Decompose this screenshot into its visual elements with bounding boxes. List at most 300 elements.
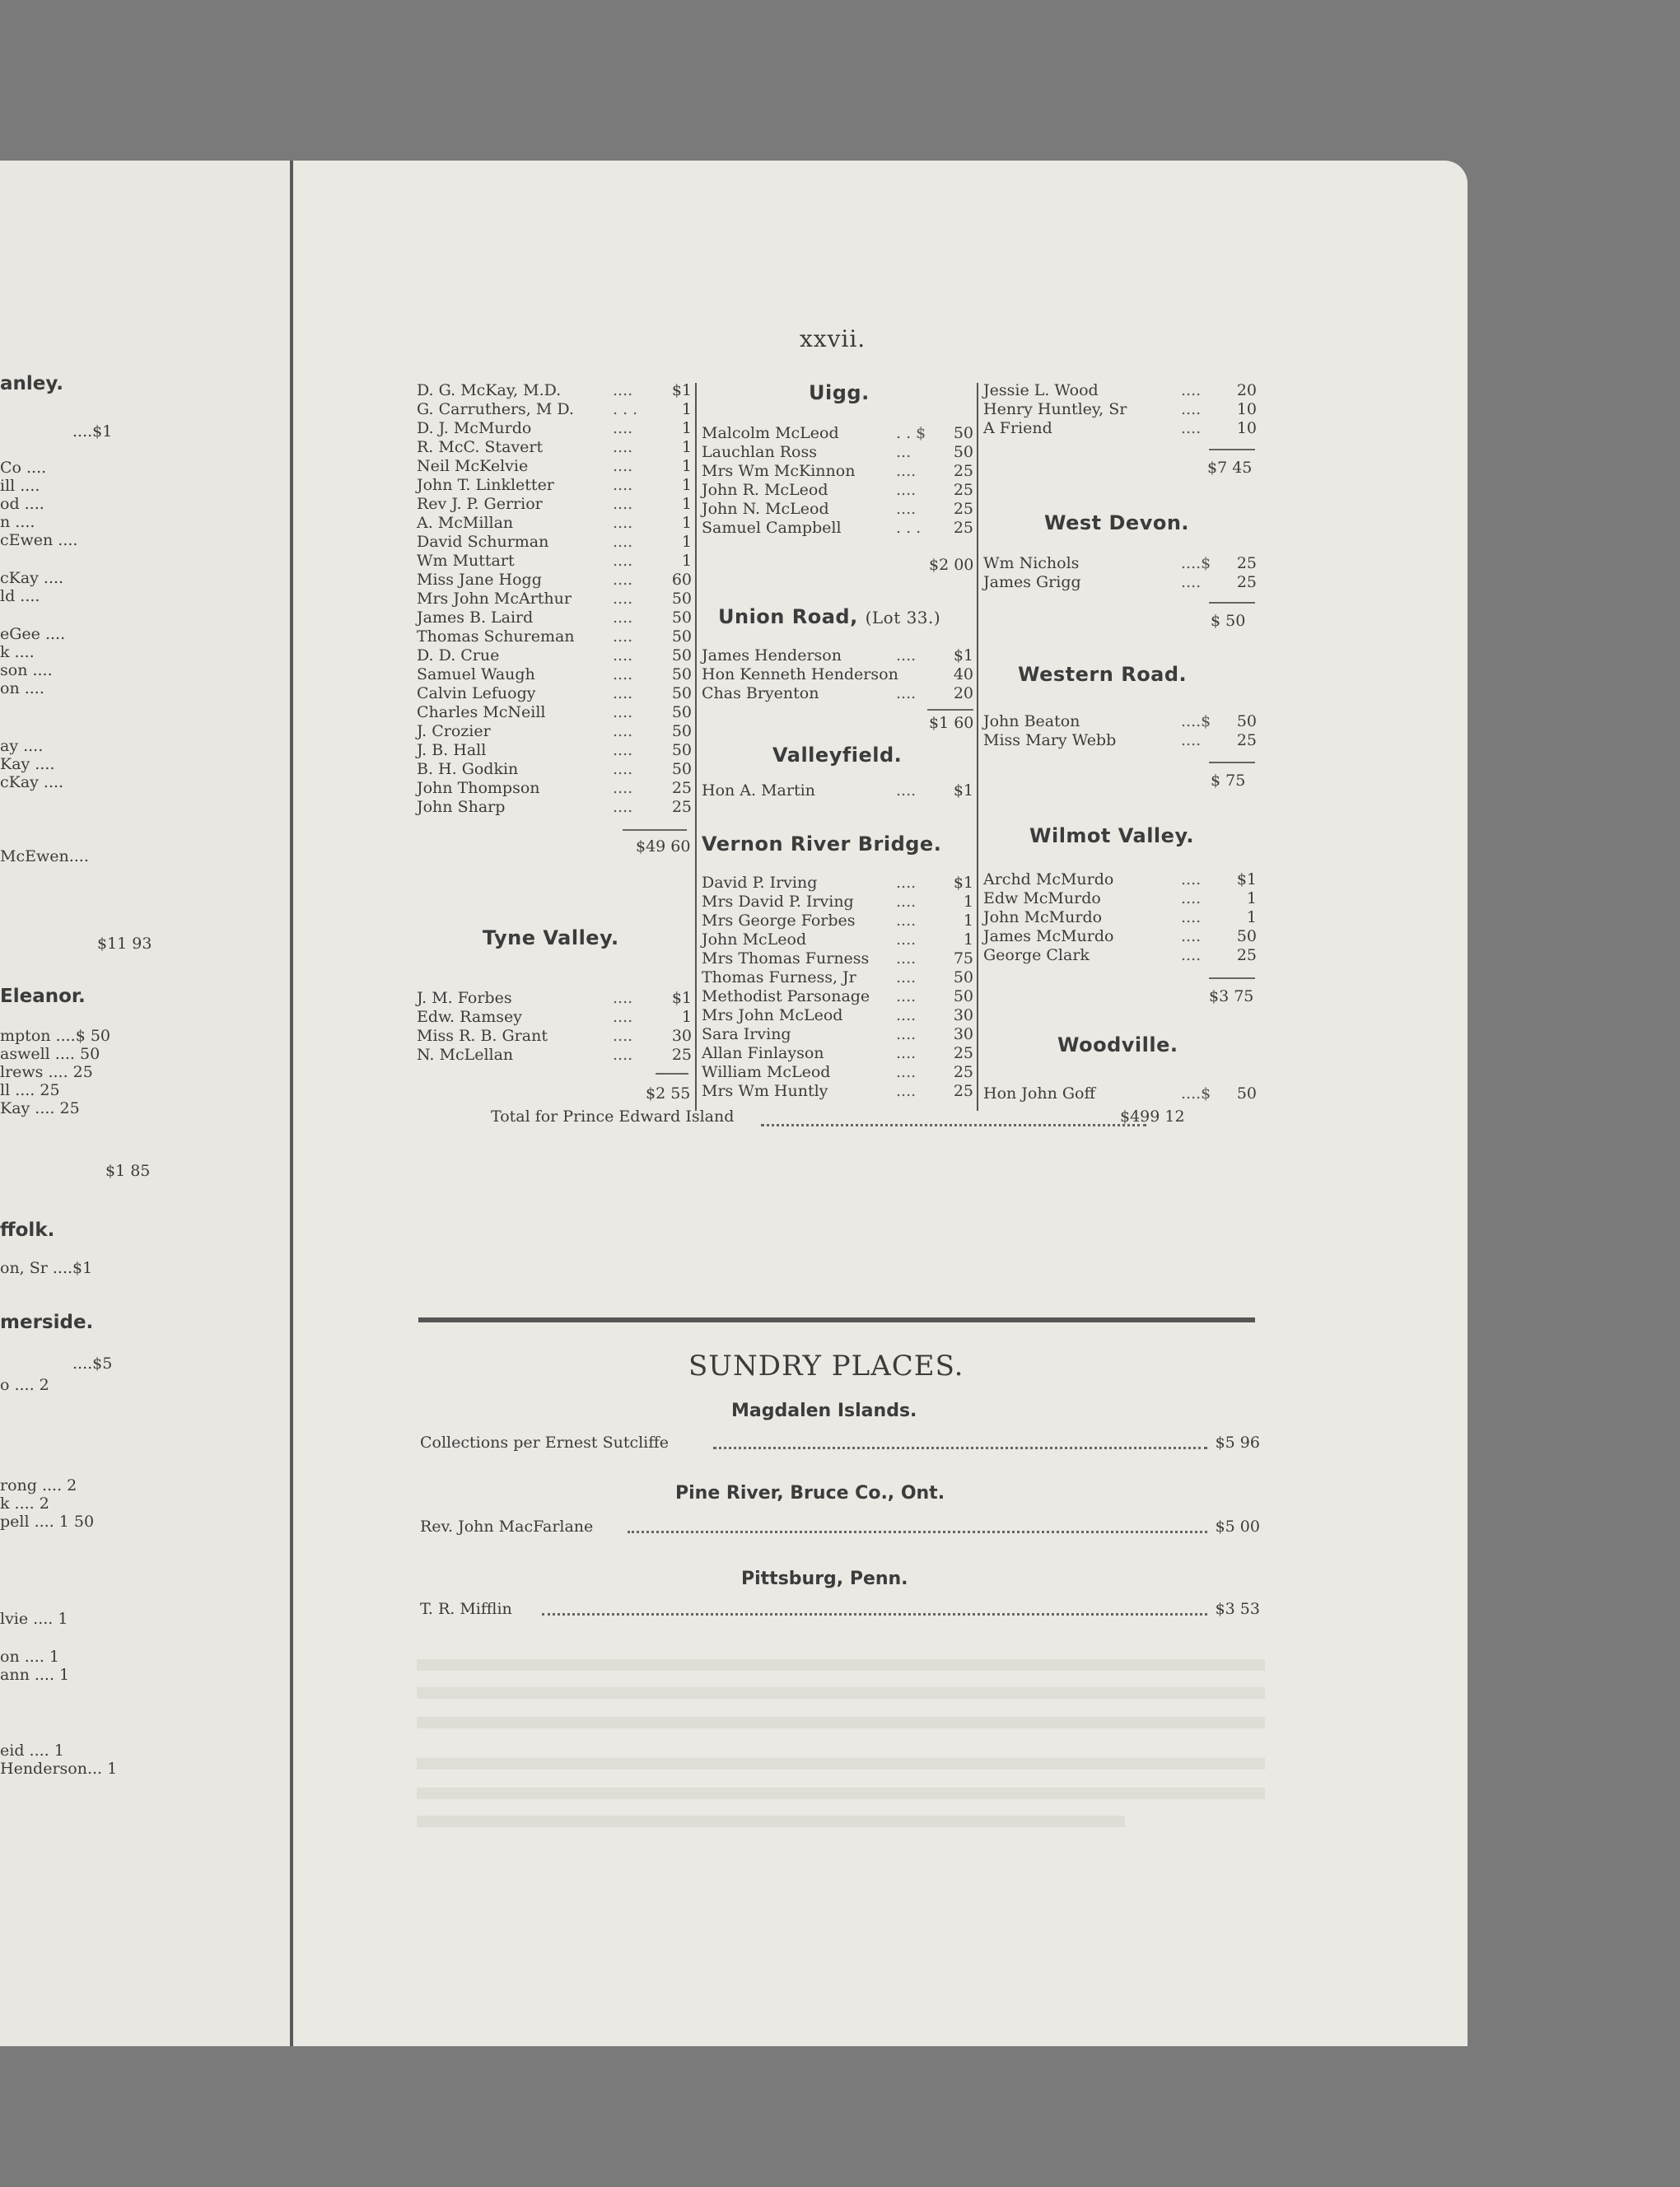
entry-dots: .... (1181, 419, 1202, 437)
left-line: n .... (0, 513, 35, 531)
left-line: mpton ....$ 50 (0, 1027, 110, 1045)
entry-name: Thomas Schureman (417, 627, 575, 646)
entry-name: B. H. Godkin (417, 760, 519, 778)
entry-name: A. McMillan (417, 514, 514, 532)
tyne-valley-total: $2 55 (646, 1084, 691, 1103)
entry-name: James Grigg (983, 573, 1081, 591)
entry-name: Hon A. Martin (702, 781, 815, 800)
entry-dots: .... (1181, 889, 1202, 907)
entry-amount: 25 (671, 779, 692, 797)
entry-amount: 75 (953, 949, 973, 968)
total-rule (656, 1073, 688, 1075)
sundry-heading: Magdalen Islands. (731, 1401, 917, 1421)
list-item (702, 646, 973, 665)
entry-amount: 50 (671, 760, 692, 778)
entry-amount: 25 (953, 1082, 973, 1100)
left-head-4: merside. (0, 1312, 94, 1333)
left-line: ann .... 1 (0, 1666, 70, 1684)
list-item (702, 462, 973, 481)
entry-dots: .... (613, 703, 633, 721)
entry-dots: .... (613, 495, 633, 513)
entry-dots: .... (896, 968, 917, 986)
left-line: Co .... (0, 459, 47, 477)
sundry-entry-amount: $5 96 (1215, 1434, 1260, 1452)
entry-dots: . . $ (896, 424, 926, 442)
left-line: ....$5 (72, 1355, 113, 1373)
entry-name: Allan Finlayson (702, 1044, 824, 1062)
entry-amount: 25 (671, 798, 692, 816)
entry-name: Henry Huntley, Sr (983, 400, 1127, 418)
entry-name: John N. McLeod (702, 500, 829, 518)
entry-amount: 1 (681, 438, 692, 456)
left-line: cKay .... (0, 569, 64, 587)
entry-dots: .... (1181, 573, 1202, 591)
left-head-2: Eleanor. (0, 986, 86, 1007)
entry-name: N. McLellan (417, 1046, 514, 1064)
entry-name: J. B. Hall (417, 741, 487, 759)
entry-dots: .... (613, 533, 633, 551)
entry-dots: .... (613, 609, 633, 627)
entry-amount: 30 (671, 1027, 692, 1045)
sundry-entry-amount: $5 00 (1215, 1518, 1260, 1536)
entry-dots: .... (896, 646, 917, 664)
entry-amount: 25 (1236, 731, 1257, 749)
entry-amount: 1 (681, 533, 692, 551)
list-item (417, 684, 692, 703)
left-line: Kay .... 25 (0, 1099, 80, 1117)
column-a (417, 381, 692, 817)
left-line: Kay .... (0, 755, 55, 773)
col-c-top-total: $7 45 (1207, 459, 1253, 477)
entry-amount: 25 (953, 1063, 973, 1081)
entry-amount: 1 (963, 912, 973, 930)
sundry-entry (420, 1600, 1260, 1618)
entry-name: Samuel Waugh (417, 665, 535, 683)
entry-amount: 50 (671, 590, 692, 608)
list-item (702, 930, 973, 949)
entry-name: Sara Irving (702, 1025, 791, 1043)
entry-amount: 1 (1246, 908, 1257, 926)
left-line: o .... 2 (0, 1376, 49, 1394)
entry-dots: .... (613, 684, 633, 702)
tyne-valley-list (417, 989, 692, 1065)
entry-dots: .... (1181, 946, 1202, 964)
left-line: son .... (0, 661, 53, 679)
entry-amount: 1 (681, 400, 692, 418)
list-item (417, 1008, 692, 1027)
section-divider (418, 1317, 1255, 1322)
entry-dots: ... (896, 443, 912, 461)
uigg-heading: Uigg. (809, 381, 870, 404)
left-line: rong .... 2 (0, 1476, 77, 1495)
list-item (702, 684, 973, 703)
left-line: cEwen .... (0, 531, 78, 549)
list-item (702, 1082, 973, 1101)
entry-dots: .... (896, 1044, 917, 1062)
entry-name: Thomas Furness, Jr (702, 968, 856, 986)
entry-name: Jessie L. Wood (983, 381, 1099, 399)
entry-dots: .... (613, 1046, 633, 1064)
entry-amount: 50 (1236, 927, 1257, 945)
left-line: ld .... (0, 587, 40, 605)
west-devon-total: $ 50 (1211, 612, 1246, 630)
sundry-heading: Pine River, Bruce Co., Ont. (675, 1483, 945, 1504)
list-item (983, 927, 1263, 946)
entry-amount: 50 (671, 627, 692, 646)
entry-dots: .... (613, 571, 633, 589)
sundry-entry-label: Collections per Ernest Sutcliffe (420, 1434, 670, 1452)
entry-name: John R. McLeod (702, 481, 828, 499)
entry-name: Mrs Wm Huntly (702, 1082, 828, 1100)
sundry-title: SUNDRY PLACES. (688, 1350, 964, 1383)
uigg-total: $2 00 (929, 556, 974, 574)
entry-name: D. J. McMurdo (417, 419, 532, 437)
entry-name: David Schurman (417, 533, 549, 551)
left-line: k .... (0, 643, 35, 661)
entry-amount: 1 (963, 930, 973, 949)
entry-name: R. McC. Stavert (417, 438, 544, 456)
list-item (702, 781, 973, 800)
sundry-entry-amount: $3 53 (1215, 1600, 1260, 1618)
entry-amount: 50 (671, 741, 692, 759)
list-item (702, 1025, 973, 1044)
list-item (417, 703, 692, 722)
list-item (702, 893, 973, 912)
entry-amount: $1 (1236, 870, 1257, 888)
entry-dots: .... (613, 627, 633, 646)
list-item (702, 968, 973, 987)
column-rule-1 (695, 383, 697, 1111)
west-devon-list (983, 554, 1263, 592)
dot-leader (713, 1447, 1207, 1449)
vernon-river-list (702, 874, 973, 1101)
wilmot-valley-total: $3 75 (1209, 987, 1254, 1005)
entry-amount: 25 (671, 1046, 692, 1064)
wilmot-valley-list (983, 870, 1263, 965)
bleed-through (417, 1816, 1125, 1827)
entry-dots: .... (613, 419, 633, 437)
list-item (702, 443, 973, 462)
left-line: McEwen.... (0, 847, 89, 865)
entry-amount: 30 (953, 1006, 973, 1024)
entry-name: G. Carruthers, M D. (417, 400, 574, 418)
list-item (702, 1044, 973, 1063)
entry-dots: .... (896, 500, 917, 518)
entry-dots: .... (896, 1063, 917, 1081)
entry-name: Mrs Thomas Furness (702, 949, 870, 968)
entry-dots: .... (896, 949, 917, 968)
list-item (983, 419, 1263, 438)
entry-amount: 10 (1236, 400, 1257, 418)
left-line: $1 85 (105, 1162, 151, 1180)
entry-amount: 20 (1236, 381, 1257, 399)
left-line: lvie .... 1 (0, 1610, 68, 1628)
entry-amount: 25 (1236, 573, 1257, 591)
list-item (417, 722, 692, 741)
entry-name: William McLeod (702, 1063, 831, 1081)
union-road-list (702, 646, 973, 703)
entry-amount: 10 (1236, 419, 1257, 437)
entry-amount: 50 (671, 646, 692, 664)
dot-leader (628, 1531, 1207, 1533)
list-item (702, 1063, 973, 1082)
pei-total-label: Total for Prince Edward Island (491, 1107, 735, 1126)
entry-name: George Clark (983, 946, 1090, 964)
entry-name: Miss Mary Webb (983, 731, 1117, 749)
entry-dots: .... (1181, 731, 1202, 749)
entry-name: John Beaton (983, 712, 1080, 730)
valleyfield-heading: Valleyfield. (772, 744, 903, 767)
entry-amount: 50 (671, 703, 692, 721)
entry-name: John Sharp (417, 798, 506, 816)
list-item (702, 949, 973, 968)
entry-dots: .... (613, 741, 633, 759)
vernon-river-heading: Vernon River Bridge. (702, 832, 942, 856)
entry-name: Hon John Goff (983, 1084, 1095, 1103)
entry-amount: 1 (1246, 889, 1257, 907)
left-line: pell .... 1 50 (0, 1513, 95, 1531)
list-item (983, 554, 1263, 573)
list-item (983, 381, 1263, 400)
entry-dots: ....$ (1181, 712, 1211, 730)
entry-amount: 50 (1236, 712, 1257, 730)
list-item (417, 609, 692, 627)
entry-amount: 20 (953, 684, 973, 702)
entry-dots: .... (1181, 908, 1202, 926)
union-road-title: Union Road, (718, 605, 858, 628)
entry-name: Charles McNeill (417, 703, 546, 721)
entry-dots: .... (896, 930, 917, 949)
page-number: xxvii. (800, 325, 866, 352)
left-line: Henderson... 1 (0, 1760, 118, 1778)
left-line: ....$1 (72, 422, 113, 441)
entry-name: Miss R. B. Grant (417, 1027, 548, 1045)
left-line: on, Sr ....$1 (0, 1259, 93, 1277)
entry-dots: .... (896, 1006, 917, 1024)
union-road-total: $1 60 (929, 714, 974, 732)
list-item (983, 1084, 1263, 1103)
entry-name: Miss Jane Hogg (417, 571, 542, 589)
left-line: on .... 1 (0, 1648, 60, 1666)
entry-amount: 1 (963, 893, 973, 911)
list-item (983, 573, 1263, 592)
entry-name: John T. Linkletter (417, 476, 554, 494)
sundry-entry (420, 1434, 1260, 1452)
entry-name: Malcolm McLeod (702, 424, 839, 442)
entry-amount: 1 (681, 514, 692, 532)
entry-dots: ....$ (1181, 1084, 1211, 1103)
bleed-through (417, 1687, 1265, 1699)
union-road-heading (718, 605, 940, 628)
entry-amount: 25 (953, 462, 973, 480)
entry-name: James Henderson (702, 646, 842, 664)
entry-name: James B. Laird (417, 609, 534, 627)
west-devon-heading: West Devon. (1044, 511, 1190, 534)
list-item (417, 514, 692, 533)
entry-amount: 50 (953, 987, 973, 1005)
entry-dots: .... (613, 1008, 633, 1026)
entry-name: Rev J. P. Gerrior (417, 495, 543, 513)
wilmot-valley-heading: Wilmot Valley. (1029, 824, 1194, 847)
list-item (702, 987, 973, 1006)
entry-amount: 50 (1236, 1084, 1257, 1103)
western-road-total: $ 75 (1211, 772, 1246, 790)
entry-name: D. D. Crue (417, 646, 500, 664)
list-item (417, 627, 692, 646)
list-item (702, 519, 973, 538)
entry-dots: .... (613, 798, 633, 816)
entry-dots: .... (896, 987, 917, 1005)
entry-amount: 25 (953, 1044, 973, 1062)
list-item (983, 908, 1263, 927)
entry-amount: $1 (953, 646, 973, 664)
entry-dots: .... (613, 457, 633, 475)
western-road-heading: Western Road. (1018, 663, 1188, 686)
entry-name: Wm Nichols (983, 554, 1080, 572)
entry-amount: 50 (671, 665, 692, 683)
column-c-top (983, 381, 1263, 438)
left-line: $11 93 (97, 935, 152, 953)
list-item (417, 590, 692, 609)
entry-amount: 25 (1236, 946, 1257, 964)
list-item (417, 798, 692, 817)
total-rule (1209, 762, 1255, 763)
bleed-through (417, 1659, 1265, 1671)
list-item (417, 400, 692, 419)
entry-name: Mrs George Forbes (702, 912, 856, 930)
entry-name: Edw. Ramsey (417, 1008, 522, 1026)
entry-dots: .... (1181, 927, 1202, 945)
entry-dots: .... (896, 462, 917, 480)
entry-name: Mrs John McArthur (417, 590, 572, 608)
entry-dots: .... (613, 552, 633, 570)
entry-dots: .... (613, 760, 633, 778)
list-item (702, 912, 973, 930)
list-item (417, 495, 692, 514)
col-a-total: $49 60 (636, 837, 691, 856)
bleed-through (417, 1758, 1265, 1770)
entry-amount: 1 (681, 457, 692, 475)
total-rule (1209, 449, 1255, 450)
entry-amount: $1 (953, 781, 973, 800)
entry-amount: 1 (681, 552, 692, 570)
entry-name: Wm Muttart (417, 552, 515, 570)
entry-name: James McMurdo (983, 927, 1114, 945)
list-item (417, 760, 692, 779)
column-rule-2 (977, 383, 978, 1111)
left-line: lrews .... 25 (0, 1063, 93, 1081)
left-page-fragment (0, 161, 293, 2046)
left-head-3: ffolk. (0, 1219, 55, 1241)
entry-amount: 25 (953, 519, 973, 537)
list-item (983, 712, 1263, 731)
entry-dots: .... (896, 1082, 917, 1100)
left-line: on .... (0, 679, 44, 697)
left-line: aswell .... 50 (0, 1045, 100, 1063)
list-item (417, 989, 692, 1008)
entry-name: Samuel Campbell (702, 519, 842, 537)
list-item (417, 571, 692, 590)
uigg-list (702, 424, 973, 538)
entry-amount: 1 (681, 476, 692, 494)
entry-dots: .... (613, 1027, 633, 1045)
entry-amount: $1 (671, 989, 692, 1007)
entry-dots: .... (613, 381, 633, 399)
entry-amount: 25 (953, 500, 973, 518)
list-item (417, 552, 692, 571)
entry-dots: .... (613, 665, 633, 683)
left-head-1: anley. (0, 373, 63, 394)
entry-dots: .... (896, 781, 917, 800)
entry-name: Lauchlan Ross (702, 443, 817, 461)
entry-dots: .... (896, 912, 917, 930)
left-line: ill .... (0, 477, 40, 495)
sundry-entry-label: Rev. John MacFarlane (420, 1518, 594, 1536)
valleyfield-list (702, 781, 973, 800)
entry-name: David P. Irving (702, 874, 818, 892)
left-line: eid .... 1 (0, 1742, 64, 1760)
list-item (983, 731, 1263, 750)
entry-name: Edw McMurdo (983, 889, 1101, 907)
woodville-heading: Woodville. (1057, 1033, 1178, 1056)
list-item (702, 665, 973, 684)
bleed-through (417, 1717, 1265, 1728)
bleed-through (417, 1788, 1265, 1799)
entry-dots: .... (613, 438, 633, 456)
entry-amount: 25 (953, 481, 973, 499)
entry-dots: .... (613, 514, 633, 532)
entry-name: John Thompson (417, 779, 540, 797)
left-line: ay .... (0, 737, 44, 755)
entry-name: John McMurdo (983, 908, 1103, 926)
entry-name: Mrs John McLeod (702, 1006, 843, 1024)
list-item (417, 646, 692, 665)
left-line: eGee .... (0, 625, 66, 643)
entry-amount: 50 (671, 609, 692, 627)
list-item (417, 476, 692, 495)
total-rule (623, 829, 687, 831)
entry-amount: 50 (953, 968, 973, 986)
entry-amount: 30 (953, 1025, 973, 1043)
entry-dots: . . . (896, 519, 922, 537)
entry-dots: .... (896, 1025, 917, 1043)
dot-leader (761, 1124, 1146, 1126)
entry-name: Chas Bryenton (702, 684, 819, 702)
union-road-subtitle: (Lot 33.) (865, 608, 941, 627)
entry-dots: . . . (613, 400, 638, 418)
entry-dots: .... (613, 476, 633, 494)
entry-name: Mrs David P. Irving (702, 893, 854, 911)
total-rule (1209, 977, 1255, 979)
entry-dots: .... (613, 779, 633, 797)
list-item (417, 779, 692, 798)
list-item (983, 889, 1263, 908)
entry-dots: .... (613, 722, 633, 740)
list-item (417, 1046, 692, 1065)
entry-name: D. G. McKay, M.D. (417, 381, 562, 399)
entry-amount: 1 (681, 1008, 692, 1026)
list-item (983, 870, 1263, 889)
entry-dots: .... (896, 893, 917, 911)
sundry-heading: Pittsburg, Penn. (741, 1569, 908, 1589)
list-item (702, 481, 973, 500)
sundry-entry-label: T. R. Mifflin (420, 1600, 512, 1618)
entry-dots: .... (613, 646, 633, 664)
entry-dots: .... (1181, 400, 1202, 418)
entry-name: Mrs Wm McKinnon (702, 462, 856, 480)
total-rule (1209, 602, 1255, 604)
total-rule (927, 709, 973, 711)
